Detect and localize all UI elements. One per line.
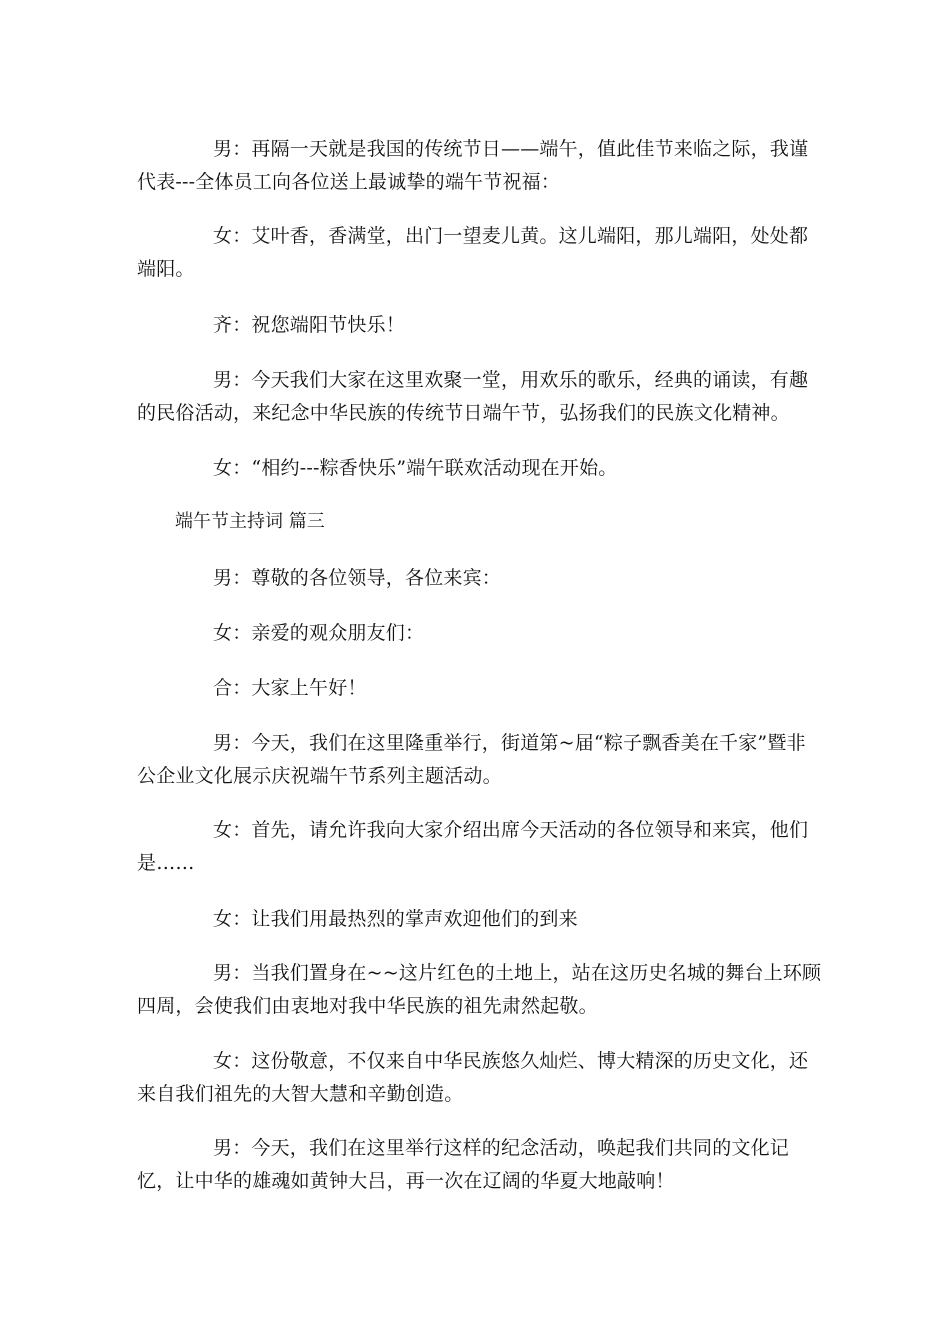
paragraph-9: 男：今天，我们在这里隆重举行，街道第~届“粽子飘香美在千家”暨非公企业文化展示庆祝端午节系列主题活动。 xyxy=(137,732,806,787)
paragraph-13: 女：这份敬意，不仅来自中华民族悠久灿烂、博大精深的历史文化，还来自我们祖先的大智大慧和辛勤创造。 xyxy=(137,1050,809,1105)
paragraph-4: 男：今天我们大家在这里欢聚一堂，用欢乐的歌乐，经典的诵读，有趣的民俗活动，来纪念中华民族的传统节日端午节，弘扬我们的民族文化精神。 xyxy=(137,369,809,424)
section-heading: 端午节主持词 篇三 xyxy=(175,511,325,532)
paragraph-8: 合：大家上午好！ xyxy=(213,677,367,699)
paragraph-6: 男：尊敬的各位领导，各位来宾： xyxy=(213,567,502,589)
paragraph-7: 女：亲爱的观众朋友们： xyxy=(213,622,425,644)
paragraph-14: 男：今天，我们在这里举行这样的纪念活动，唤起我们共同的文化记忆，让中华的雄魂如黄钟大吕，再一次在辽阔的华夏大地敲响！ xyxy=(137,1137,790,1192)
paragraph-12: 男：当我们置身在~~这片红色的土地上，站在这历史名城的舞台上环顾四周，会使我们由衷地对我中华民族的祖先肃然起敬。 xyxy=(137,962,822,1017)
paragraph-5: 女：“相约---粽香快乐”端午联欢活动现在开始。 xyxy=(213,457,618,479)
paragraph-1: 男：再隔一天就是我国的传统节日——端午，值此佳节来临之际，我谨代表---全体员工向各位送上最诚挚的端午节祝福： xyxy=(137,138,809,193)
paragraph-10: 女：首先，请允许我向大家介绍出席今天活动的各位领导和来宾，他们是…… xyxy=(137,819,809,874)
paragraph-11: 女：让我们用最热烈的掌声欢迎他们的到来 xyxy=(213,908,578,930)
paragraph-2: 女：艾叶香，香满堂，出门一望麦儿黄。这儿端阳，那儿端阳，处处都端阳。 xyxy=(137,225,809,280)
paragraph-3: 齐：祝您端阳节快乐！ xyxy=(213,314,406,336)
